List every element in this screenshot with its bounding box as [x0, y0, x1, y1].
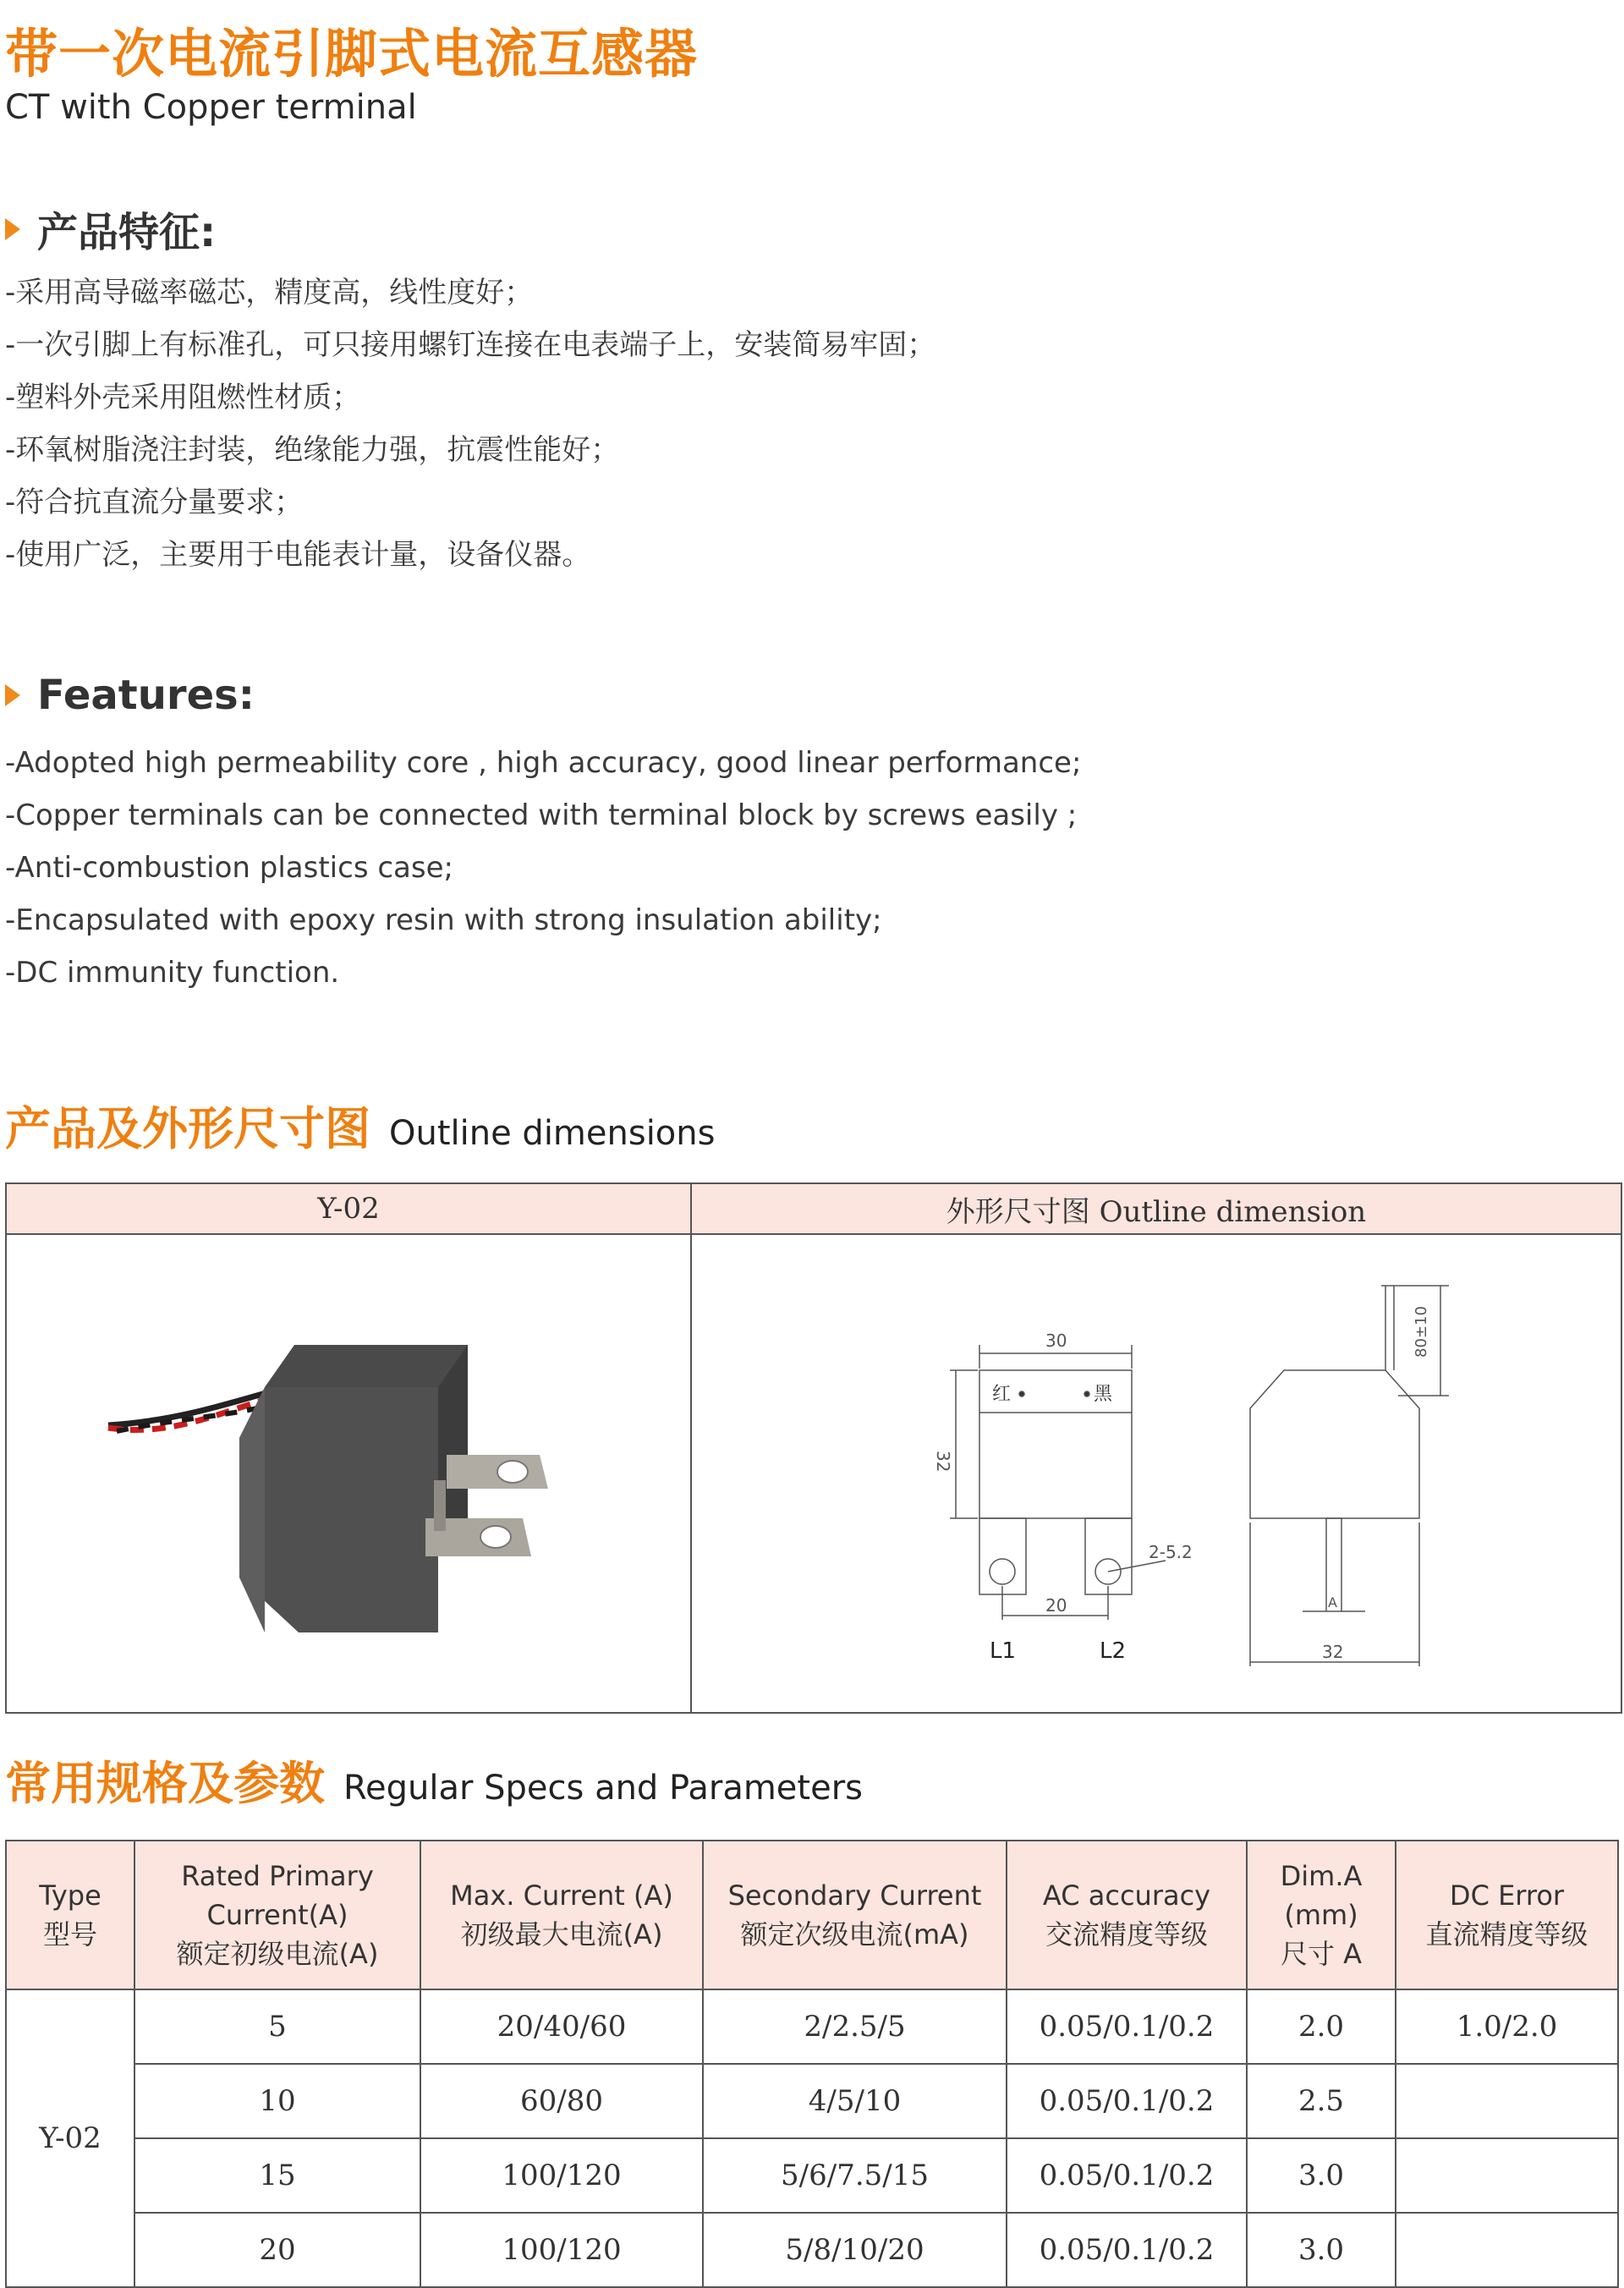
cell-secondary: 5/8/10/20: [703, 2213, 1007, 2287]
cell-max: 100/120: [420, 2138, 703, 2213]
feature-cn-item: -一次引脚上有标准孔，可只接用螺钉连接在电表端子上，安装简易牢固；: [5, 328, 936, 362]
cell-dim: 3.0: [1247, 2213, 1396, 2287]
outline-col-product-header: Y-02: [6, 1183, 691, 1234]
outline-col-dimension-header: 外形尺寸图 Outline dimension: [691, 1183, 1621, 1234]
header-type: Type 型号: [6, 1841, 134, 1989]
feature-cn-item: -环氧树脂浇注封装，绝缘能力强，抗震性能好；: [5, 433, 620, 467]
cell-dc-error-empty: [1396, 2213, 1618, 2287]
cell-ac: 0.05/0.1/0.2: [1007, 2138, 1247, 2213]
feature-en-item: -Encapsulated with epoxy resin with strong insulation ability;: [5, 903, 882, 937]
feature-en-item: -Copper terminals can be connected with terminal block by screws easily ;: [5, 798, 1078, 832]
outline-drawing: [692, 1235, 1621, 1709]
feature-en-item: -DC immunity function.: [5, 956, 340, 990]
cell-type: Y-02: [6, 1989, 134, 2287]
features-cn-heading-text: 产品特征:: [37, 209, 217, 256]
header-secondary-current: Secondary Current 额定次级电流(mA): [703, 1841, 1007, 1989]
cell-max: 100/120: [420, 2213, 703, 2287]
black-wire-label: 黑: [1094, 1384, 1113, 1405]
dim-hole-label: 2-5.2: [1149, 1542, 1193, 1562]
cell-secondary: 2/2.5/5: [703, 1989, 1007, 2064]
dim-width-label: 30: [1045, 1331, 1067, 1351]
cell-secondary: 4/5/10: [703, 2064, 1007, 2138]
specs-header-row: [6, 1841, 1618, 1989]
cell-max: 60/80: [420, 2064, 703, 2138]
table-row: [6, 1989, 1618, 2064]
dim-side-width-label: 32: [1322, 1642, 1344, 1662]
cell-dc-error-empty: [1396, 2064, 1618, 2138]
header-rated-primary: Rated Primary Current(A) 额定初级电流(A): [134, 1841, 420, 1989]
cell-ac: 0.05/0.1/0.2: [1007, 2213, 1247, 2287]
table-row: [6, 2213, 1618, 2287]
features-en-heading-text: Features:: [37, 672, 255, 719]
cell-ac: 0.05/0.1/0.2: [1007, 1989, 1247, 2064]
outline-title-en: Outline dimensions: [389, 1114, 716, 1153]
header-ac-accuracy: AC accuracy 交流精度等级: [1007, 1841, 1247, 1989]
header-max-current: Max. Current (A) 初级最大电流(A): [420, 1841, 703, 1989]
feature-en-item: -Anti-combustion plastics case;: [5, 851, 453, 885]
cell-dim: 2.5: [1247, 2064, 1396, 2138]
header-dc-error: DC Error 直流精度等级: [1396, 1841, 1618, 1989]
features-en-heading: [5, 672, 255, 719]
cell-dim: 2.0: [1247, 1989, 1396, 2064]
product-photo-cell: [6, 1234, 691, 1713]
table-row: [6, 2064, 1618, 2138]
cell-rated: 10: [134, 2064, 420, 2138]
feature-cn-item: -采用高导磁率磁芯，精度高，线性度好；: [5, 276, 534, 310]
triangle-bullet-icon: [5, 218, 20, 240]
cell-dim: 3.0: [1247, 2138, 1396, 2213]
specs-table: [5, 1840, 1619, 2288]
dim-pin-spacing-label: 20: [1045, 1595, 1067, 1616]
feature-en-item: -Adopted high permeability core , high accuracy, good linear performance;: [5, 746, 1082, 780]
outline-section-title: [5, 1093, 715, 1158]
terminal-l2-label: L2: [1100, 1638, 1127, 1664]
dim-height-label: 32: [933, 1451, 953, 1473]
specs-section-title: [5, 1748, 863, 1813]
product-photo: [7, 1235, 690, 1709]
specs-title-cn: 常用规格及参数: [5, 1757, 325, 1810]
outline-title-cn: 产品及外形尺寸图: [5, 1102, 370, 1155]
feature-cn-item: -塑料外壳采用阻燃性材质；: [5, 381, 361, 414]
cell-rated: 20: [134, 2213, 420, 2287]
cell-rated: 15: [134, 2138, 420, 2213]
specs-title-en: Regular Specs and Parameters: [343, 1769, 863, 1808]
feature-cn-item: -使用广泛，主要用于电能表计量，设备仪器。: [5, 538, 591, 572]
outline-table: [5, 1182, 1622, 1714]
cell-rated: 5: [134, 1989, 420, 2064]
cell-secondary: 5/6/7.5/15: [703, 2138, 1007, 2213]
cell-ac: 0.05/0.1/0.2: [1007, 2064, 1247, 2138]
triangle-bullet-icon: [5, 684, 20, 706]
dim-a-label: A: [1328, 1594, 1337, 1610]
red-wire-label: 红: [992, 1384, 1012, 1405]
features-cn-heading: [5, 200, 216, 258]
header-dim-a: Dim.A (mm) 尺寸 A: [1247, 1841, 1396, 1989]
page-subtitle: CT with Copper terminal: [5, 88, 417, 127]
feature-cn-item: -符合抗直流分量要求；: [5, 486, 304, 519]
dim-lead-label: 80±10: [1413, 1306, 1430, 1358]
cell-dc-error: 1.0/2.0: [1396, 1989, 1618, 2064]
page-title: 带一次电流引脚式电流互感器: [5, 23, 699, 85]
cell-dc-error-empty: [1396, 2138, 1618, 2213]
cell-max: 20/40/60: [420, 1989, 703, 2064]
outline-drawing-cell: [691, 1234, 1621, 1713]
table-row: [6, 2138, 1618, 2213]
terminal-l1-label: L1: [990, 1638, 1017, 1664]
